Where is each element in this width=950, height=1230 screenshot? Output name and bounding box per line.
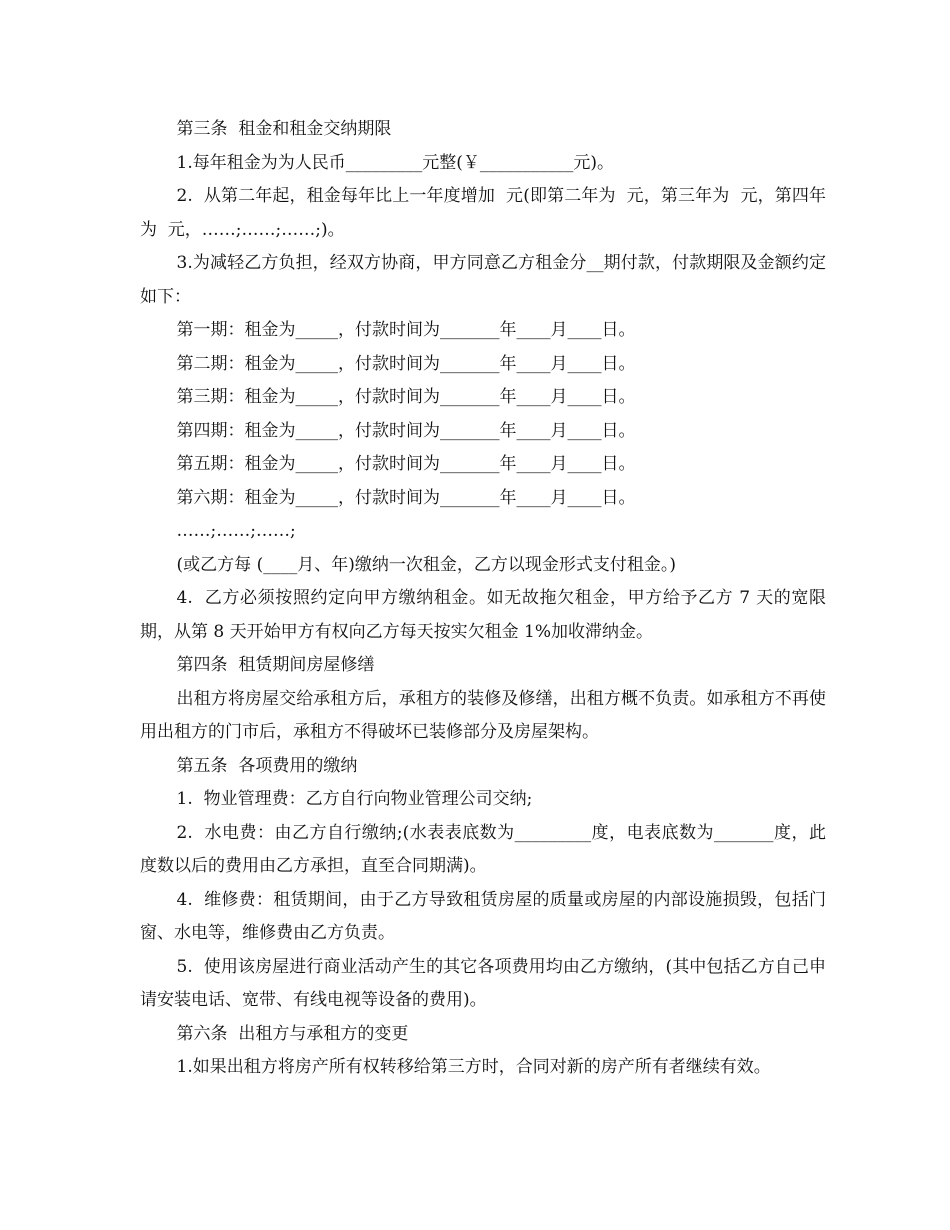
ownership-transfer-clause: 1.如果出租方将房产所有权转移给第三方时，合同对新的房产所有者继续有效。 bbox=[176, 1057, 771, 1077]
repair-clause: 出租方将房屋交给承租方后，承租方的装修及修缮，出租方概不负责。如承租方不再使用出租方的门市后，承租方不得破坏已装修部分及房屋架构。 bbox=[140, 688, 826, 742]
late-fee-clause: 4. 乙方必须按照约定向甲方缴纳租金。如无故拖欠租金，甲方给予乙方 7 天的宽限期，从第 8 天开始甲方有权向乙方每天按实欠租金 1%加收滞纳金。 bbox=[140, 588, 826, 642]
ellipsis-line: ……;……;……; bbox=[176, 521, 296, 541]
installment-3: 第三期：租金为_____，付款时间为_______年____月____日。 bbox=[176, 387, 636, 407]
article-6-heading: 第六条 出租方与承租方的变更 bbox=[176, 1023, 409, 1044]
maintenance-fee-clause: 4. 维修费：租赁期间，由于乙方导致租赁房屋的质量或房屋的内部设施损毁，包括门窗、水电等，维修费由乙方负责。 bbox=[140, 889, 826, 943]
property-fee-clause: 1. 物业管理费：乙方自行向物业管理公司交纳; bbox=[176, 789, 533, 809]
installment-2: 第二期：租金为_____，付款时间为_______年____月____日。 bbox=[176, 353, 636, 374]
other-fees-clause: 5. 使用该房屋进行商业活动产生的其它各项费用均由乙方缴纳，(其中包括乙方自己申请安装电话、宽带、有线电视等设备的费用)。 bbox=[140, 956, 826, 1010]
installment-1: 第一期：租金为_____，付款时间为_______年____月____日。 bbox=[176, 320, 636, 340]
alternative-payment-clause: (或乙方每 (____月、年)缴纳一次租金，乙方以现金形式支付租金。) bbox=[176, 554, 676, 575]
article-5-heading: 第五条 各项费用的缴纳 bbox=[176, 755, 358, 776]
article-4-heading: 第四条 租赁期间房屋修缮 bbox=[176, 655, 375, 675]
installment-5: 第五期：租金为_____，付款时间为_______年____月____日。 bbox=[176, 454, 636, 474]
installment-6: 第六期：租金为_____，付款时间为_______年____月____日。 bbox=[176, 487, 636, 508]
article-3-heading: 第三条 租金和租金交纳期限 bbox=[176, 119, 392, 139]
installment-clause: 3.为减轻乙方负担，经双方协商，甲方同意乙方租金分__期付款，付款期限及金额约定如下： bbox=[140, 253, 826, 307]
annual-rent-clause: 1.每年租金为为人民币_________元整(￥___________元)。 bbox=[176, 152, 615, 173]
installment-4: 第四期：租金为_____，付款时间为_______年____月____日。 bbox=[176, 420, 636, 441]
rent-increase-clause: 2. 从第二年起，租金每年比上一年度增加 元(即第二年为 元，第三年为 元，第四年为 元，……;……;……;)。 bbox=[140, 186, 826, 240]
document-page bbox=[140, 113, 826, 1085]
utility-fee-clause: 2. 水电费：由乙方自行缴纳;(水表表底数为_________度，电表底数为_______度，此度数以后的费用由乙方承担，直至合同期满)。 bbox=[140, 822, 826, 876]
